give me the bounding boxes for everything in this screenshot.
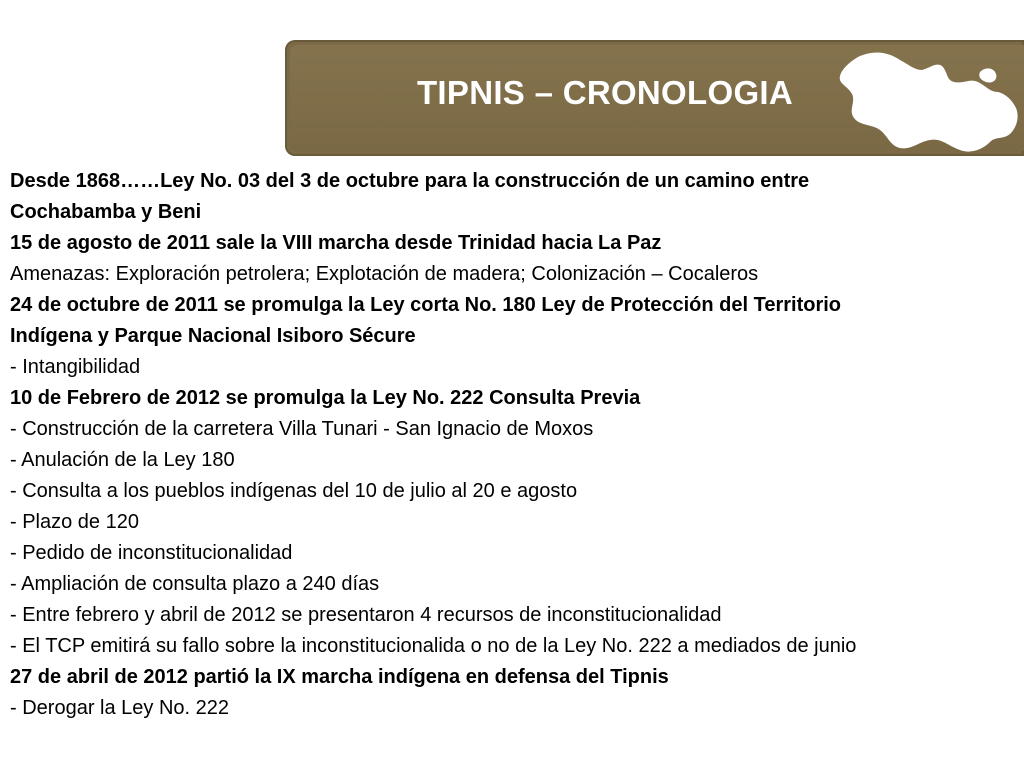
chronology-line: - Entre febrero y abril de 2012 se presentaron 4 recursos de inconstitucionalidad [10,604,722,626]
chronology-line: - El TCP emitirá su fallo sobre la inconstitucionalida o no de la Ley No. 222 a mediados de junio [10,635,857,657]
chronology-line: Cochabamba y Beni [10,201,202,223]
chronology-line: Indígena y Parque Nacional Isiboro Sécure [10,325,416,347]
title-banner [285,40,1024,156]
chronology-line: - Derogar la Ley No. 222 [10,697,230,719]
chronology-line: Amenazas: Exploración petrolera; Explotación de madera; Colonización – Cocaleros [10,263,759,285]
page-title: TIPNIS – CRONOLOGIA [416,74,794,111]
chronology-line: 27 de abril de 2012 partió la IX marcha indígena en defensa del Tipnis [10,666,669,688]
bolivia-map-icon [830,42,1024,154]
chronology-line: - Anulación de la Ley 180 [10,449,235,471]
chronology-line: - Plazo de 120 [10,511,139,533]
chronology-line: 10 de Febrero de 2012 se promulga la Ley No. 222 Consulta Previa [10,387,641,409]
chronology-text [10,166,1015,724]
chronology-line: - Construcción de la carretera Villa Tunari - San Ignacio de Moxos [10,418,594,440]
chronology-line: - Consulta a los pueblos indígenas del 10 de julio al 20 e agosto [10,480,578,502]
chronology-line: - Pedido de inconstitucionalidad [10,542,293,564]
chronology-line: Desde 1868……Ley No. 03 del 3 de octubre para la construcción de un camino entre [10,170,810,192]
chronology-line: - Intangibilidad [10,356,141,378]
chronology-line: 24 de octubre de 2011 se promulga la Ley corta No. 180 Ley de Protección del Territorio [10,294,842,316]
chronology-line: 15 de agosto de 2011 sale la VIII marcha desde Trinidad hacia La Paz [10,232,662,254]
chronology-line: - Ampliación de consulta plazo a 240 días [10,573,380,595]
